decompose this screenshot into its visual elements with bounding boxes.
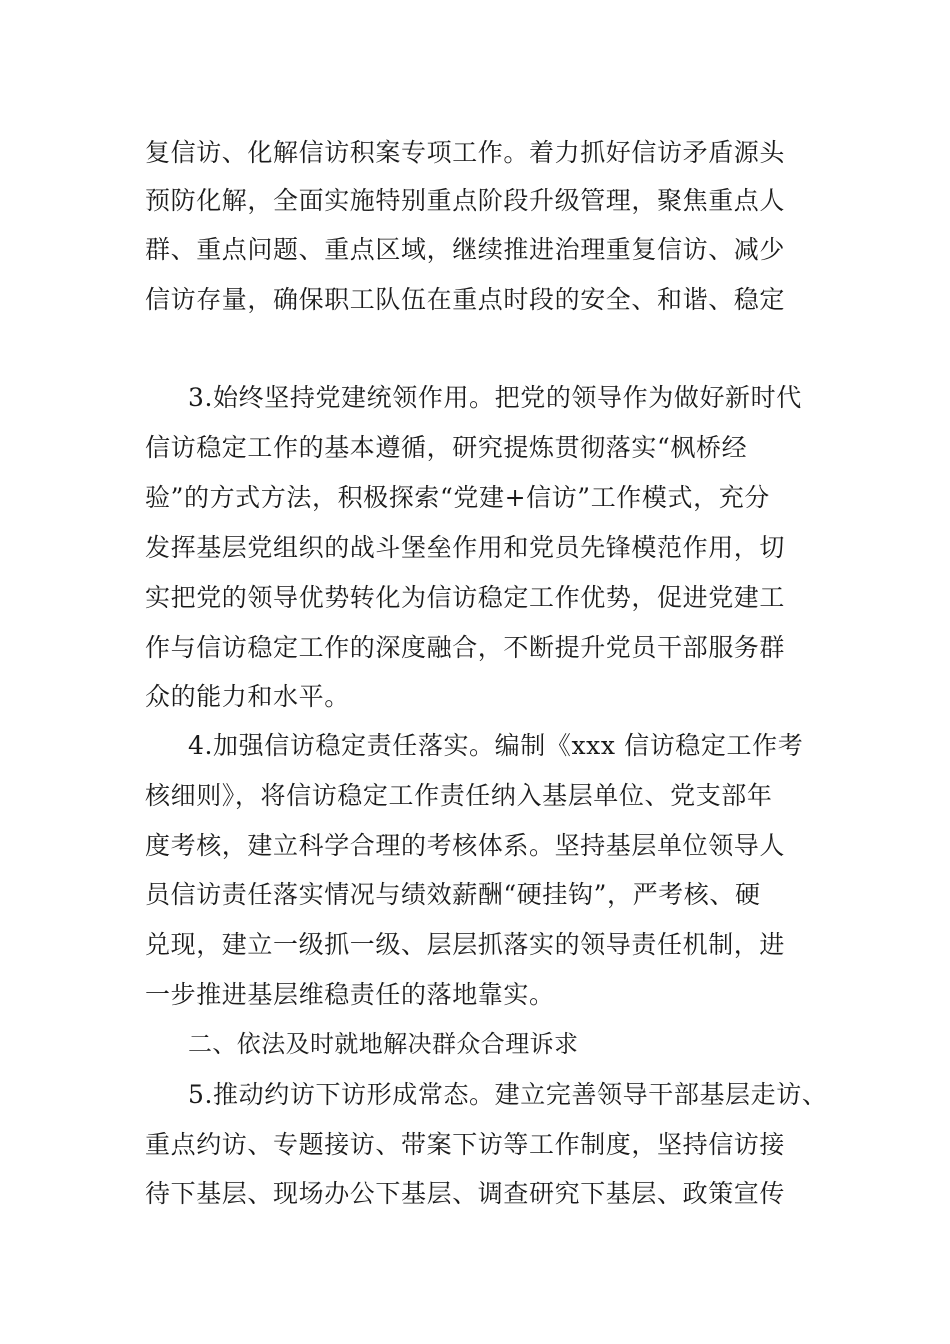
text-line: 一步推进基层维稳责任的落地靠实。 <box>145 980 555 1009</box>
text-line: 实把党的领导优势转化为信访稳定工作优势，促进党建工 <box>145 583 786 612</box>
text-line: 重点约访、专题接访、带案下访等工作制度，坚持信访接 <box>145 1130 786 1159</box>
text-line: 度考核，建立科学合理的考核体系。坚持基层单位领导人 <box>145 831 786 860</box>
text-line: 发挥基层党组织的战斗堡垒作用和党员先锋模范作用，切 <box>145 533 786 562</box>
text-line: 复信访、化解信访积案专项工作。着力抓好信访矛盾源头 <box>145 138 786 167</box>
text-line: 待下基层、现场办公下基层、调查研究下基层、政策宣传 <box>145 1179 786 1208</box>
text-line: 群、重点问题、重点区域，继续推进治理重复信访、减少 <box>145 235 786 264</box>
text-line: 4.加强信访稳定责任落实。编制《xxx 信访稳定工作考 <box>188 731 804 760</box>
text-line: 众的能力和水平。 <box>145 682 350 711</box>
text-line: 5.推动约访下访形成常态。建立完善领导干部基层走访、 <box>188 1080 828 1109</box>
text-line: 验”的方式方法，积极探索“党建+信访”工作模式，充分 <box>145 483 770 512</box>
text-line: 核细则》，将信访稳定工作责任纳入基层单位、党支部年 <box>145 781 773 810</box>
text-line: 员信访责任落实情况与绩效薪酬“硬挂钩”，严考核、硬 <box>145 880 761 909</box>
text-line: 信访存量，确保职工队伍在重点时段的安全、和谐、稳定 <box>145 285 786 314</box>
text-line: 作与信访稳定工作的深度融合，不断提升党员干部服务群 <box>145 633 786 662</box>
text-line: 3.始终坚持党建统领作用。把党的领导作为做好新时代 <box>188 383 802 412</box>
text-line: 预防化解，全面实施特别重点阶段升级管理，聚焦重点人 <box>145 186 786 215</box>
section-heading: 二、依法及时就地解决群众合理诉求 <box>188 1030 579 1058</box>
text-line: 信访稳定工作的基本遵循，研究提炼贯彻落实“枫桥经 <box>145 433 748 462</box>
text-line: 兑现，建立一级抓一级、层层抓落实的领导责任机制，进 <box>145 930 786 959</box>
